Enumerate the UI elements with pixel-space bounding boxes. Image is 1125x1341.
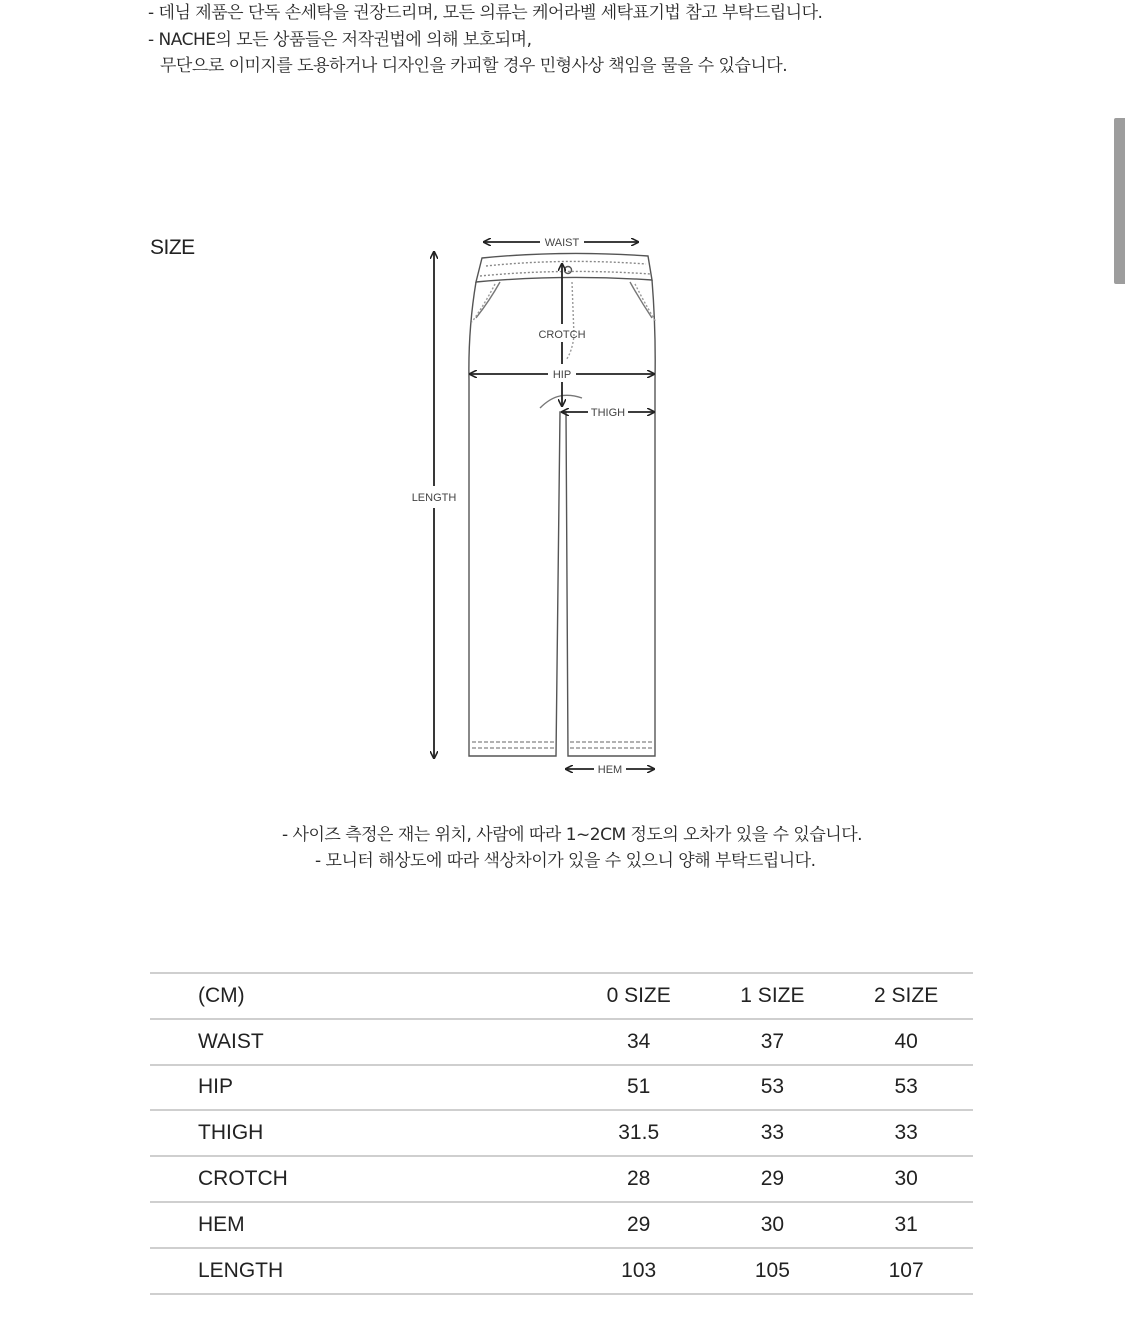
cell-value: 53: [839, 1065, 973, 1111]
waist-label: WAIST: [544, 237, 580, 249]
row-label: CROTCH: [150, 1156, 558, 1202]
care-notice: - 데님 제품은 단독 손세탁을 권장드리며, 모든 의류는 케어라벨 세탁표기법 참고 부탁드립니다.: [148, 3, 823, 23]
cell-value: 53: [706, 1065, 840, 1111]
size-heading: SIZE: [150, 236, 195, 259]
size-1-header: 1 SIZE: [706, 973, 840, 1019]
cell-value: 31: [839, 1202, 973, 1248]
unit-header: (CM): [150, 973, 558, 1019]
table-header-row: [150, 973, 973, 1019]
thigh-label: THIGH: [590, 407, 626, 419]
size-2-header: 2 SIZE: [839, 973, 973, 1019]
cell-value: 107: [839, 1248, 973, 1294]
cell-value: 29: [706, 1156, 840, 1202]
measurement-arrows: [434, 242, 654, 769]
copyright-notice: - NACHE의 모든 상품들은 저작권법에 의해 보호되며,: [148, 30, 532, 50]
hem-label: HEM: [597, 764, 623, 776]
cell-value: 40: [839, 1019, 973, 1065]
cell-value: 28: [558, 1156, 706, 1202]
cell-value: 33: [706, 1110, 840, 1156]
cell-value: 34: [558, 1019, 706, 1065]
monitor-color-note: - 모니터 해상도에 따라 색상차이가 있을 수 있으니 양해 부탁드립니다.: [315, 851, 816, 871]
measurement-tolerance-note: - 사이즈 측정은 재는 위치, 사람에 따라 1~2CM 정도의 오차가 있을 수 있습니다.: [282, 825, 863, 845]
copyright-notice-continued: 무단으로 이미지를 도용하거나 디자인을 카피할 경우 민형사상 책임을 물을 수 있습니다.: [160, 56, 788, 76]
table-row: [150, 1156, 973, 1202]
cell-value: 51: [558, 1065, 706, 1111]
table-row: [150, 1110, 973, 1156]
cell-value: 29: [558, 1202, 706, 1248]
row-label: LENGTH: [150, 1248, 558, 1294]
table-row: [150, 1202, 973, 1248]
table-row: [150, 1248, 973, 1294]
size-table: [150, 972, 973, 1295]
length-label: LENGTH: [411, 492, 457, 504]
size-0-header: 0 SIZE: [558, 973, 706, 1019]
cell-value: 103: [558, 1248, 706, 1294]
cell-value: 30: [839, 1156, 973, 1202]
table-row: [150, 1019, 973, 1065]
row-label: THIGH: [150, 1110, 558, 1156]
row-label: HIP: [150, 1065, 558, 1111]
cell-value: 33: [839, 1110, 973, 1156]
row-label: HEM: [150, 1202, 558, 1248]
hip-label: HIP: [552, 369, 572, 381]
row-label: WAIST: [150, 1019, 558, 1065]
cell-value: 37: [706, 1019, 840, 1065]
cell-value: 105: [706, 1248, 840, 1294]
table-row: [150, 1065, 973, 1111]
cell-value: 31.5: [558, 1110, 706, 1156]
cell-value: 30: [706, 1202, 840, 1248]
crotch-label: CROTCH: [538, 329, 586, 341]
